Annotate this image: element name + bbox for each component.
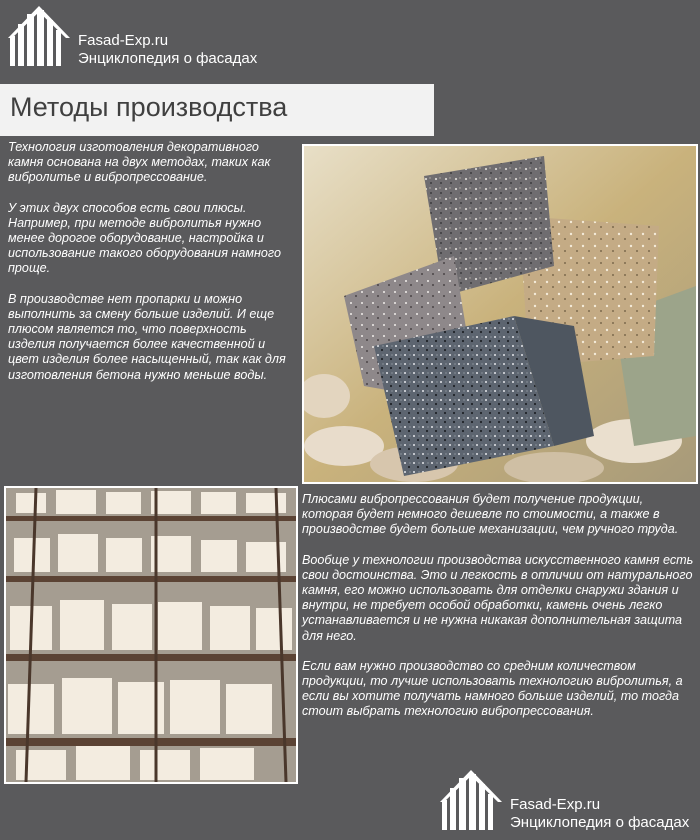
intro-text bbox=[8, 140, 296, 398]
title-bar bbox=[0, 84, 434, 136]
site-logo-top bbox=[8, 6, 257, 68]
page-title: Методы производства bbox=[10, 92, 288, 122]
site-tagline: Энциклопедия о фасадах bbox=[510, 814, 690, 831]
site-logo-bottom bbox=[440, 770, 689, 832]
building-logo-icon bbox=[440, 770, 502, 832]
logo-text bbox=[78, 32, 257, 68]
site-name: Fasad-Exp.ru bbox=[78, 32, 169, 49]
stone-samples-photo bbox=[302, 144, 698, 484]
detail-paragraph: Если вам нужно производство со средним количеством продукции, то лучше использовать технологию вибролитья, а если вы хотите получать намного больше изделий, то тогда стоит выбрать технологию вибропрессования. bbox=[302, 658, 683, 719]
detail-paragraph: Вообще у технологии производства искусственного камня есть свои достоинства. Это и легкость в отличии от натурального камня, его можно использовать для отделки снаружи здания и внутри, не требует особой обработки, камень очень легко устанавливается и не нужна никакая дополнительная защита для него. bbox=[302, 552, 694, 643]
logo-text bbox=[510, 796, 689, 832]
site-tagline: Энциклопедия о фасадах bbox=[78, 50, 258, 67]
intro-paragraph: Технология изготовления декоративного камня основана на двух методах, таких как вибролитье и вибропрессование. bbox=[8, 140, 271, 185]
intro-paragraph: В производстве нет пропарки и можно выполнить за смену больше изделий. И еще плюсом является то, что поверхность изделия получается более качественной и цвет изделия более насыщенный, так как для изготовления бетона нужно меньше воды. bbox=[8, 291, 286, 382]
detail-paragraph: Плюсами вибропрессования будет получение продукции, которая будет немного дешевле по стоимости, а также в производстве будет больше механизации, чем ручного труда. bbox=[302, 492, 679, 537]
shelves-photo bbox=[4, 486, 298, 784]
intro-paragraph: У этих двух способов есть свои плюсы. Например, при методе вибролитья нужно менее дорогое оборудование, настройка и использование такого оборудования намного проще. bbox=[8, 200, 281, 276]
building-logo-icon bbox=[8, 6, 70, 68]
detail-text bbox=[302, 492, 696, 735]
site-name: Fasad-Exp.ru bbox=[510, 796, 601, 813]
